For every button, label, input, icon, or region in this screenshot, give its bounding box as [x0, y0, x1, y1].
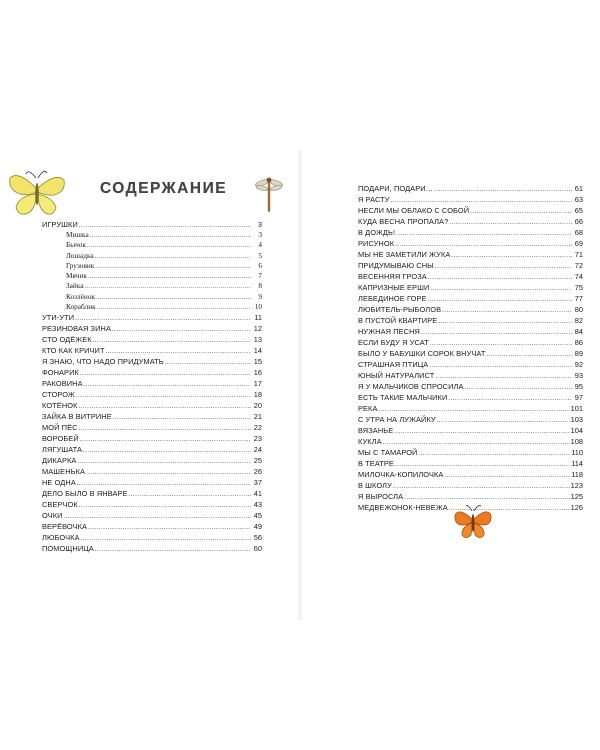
toc-page-number: 5 [258, 250, 262, 260]
dot-leader [76, 391, 251, 402]
toc-page-number: 45 [253, 511, 262, 521]
toc-entry-title: Козлёнок [66, 291, 96, 301]
toc-page-number: 97 [574, 393, 583, 402]
toc-entry-title: УТИ-УТИ [42, 313, 75, 323]
toc-entry [42, 510, 262, 521]
toc-entry-title: МОЙ ПЁС [42, 423, 78, 433]
toc-entry [358, 469, 583, 480]
toc-entry-title: СВЕРЧОК [42, 500, 78, 510]
toc-list-right [358, 183, 583, 513]
toc-entry-title: КУДА ВЕСНА ПРОПАЛА? [358, 217, 449, 226]
toc-page-number: 4 [258, 240, 262, 250]
toc-entry [42, 433, 262, 444]
toc-entry-title: Кораблик [66, 302, 96, 312]
dot-leader [394, 427, 569, 438]
toc-entry-title: ФОНАРИК [42, 368, 79, 378]
toc-entry [358, 194, 583, 205]
toc-entry-title: КАПРИЗНЫЕ ЕРШИ [358, 283, 430, 292]
toc-subentry [42, 292, 262, 302]
toc-subentry [42, 251, 262, 261]
toc-entry-title: ЛЕБЕДИНОЕ ГОРЕ [358, 294, 427, 303]
toc-entry [42, 378, 262, 389]
toc-entry [42, 219, 262, 230]
toc-page-number: 123 [570, 481, 583, 490]
toc-page-number: 114 [571, 459, 583, 468]
toc-entry-title: СТОРОЖ [42, 390, 75, 400]
dot-leader [448, 394, 572, 405]
toc-entry-title: НУЖНАЯ ПЕСНЯ [358, 327, 420, 336]
dragonfly-icon [254, 170, 284, 215]
toc-entry [358, 260, 583, 271]
toc-entry-title: ВЕРЁВОЧКА [42, 522, 88, 532]
toc-entry-title: В ШКОЛУ [358, 481, 392, 490]
toc-entry-title: МИЛОЧКА-КОПИЛОЧКА [358, 470, 444, 479]
toc-page-number: 63 [574, 195, 583, 204]
toc-page-number: 8 [258, 281, 262, 291]
toc-entry [42, 356, 262, 367]
toc-entry [358, 480, 583, 491]
toc-entry-title: ЮНЫЙ НАТУРАЛИСТ [358, 371, 435, 380]
toc-entry [358, 392, 583, 403]
toc-entry [42, 444, 262, 455]
toc-list-left [42, 219, 262, 554]
toc-entry [42, 334, 262, 345]
toc-page-number: 126 [570, 503, 583, 512]
toc-entry-title: ДЕЛО БЫЛО В ЯНВАРЕ [42, 489, 128, 499]
dot-leader [80, 369, 251, 380]
toc-entry-title: НЕ ОДНА [42, 478, 76, 488]
dot-leader [393, 482, 570, 493]
toc-page-number: 110 [571, 448, 583, 457]
dot-leader [93, 336, 251, 347]
dot-leader [87, 241, 251, 251]
dot-leader [129, 490, 251, 501]
toc-page-number: 71 [574, 250, 583, 259]
dot-leader [437, 416, 570, 427]
toc-entry-title: ОЧКИ [42, 511, 63, 521]
toc-entry [358, 293, 583, 304]
dot-leader [113, 413, 251, 424]
dot-leader [95, 262, 251, 272]
right-page [300, 0, 600, 750]
toc-entry [358, 205, 583, 216]
dot-leader [84, 380, 251, 391]
toc-page-number: 66 [574, 217, 583, 226]
toc-entry [358, 436, 583, 447]
dot-leader [112, 325, 251, 336]
toc-entry-title: ПОМОЩНИЦА [42, 544, 94, 554]
toc-entry-title: ПРИДУМЫВАЮ СНЫ [358, 261, 434, 270]
toc-entry-title: ЕСЛИ БУДУ Я УСАТ [358, 338, 429, 347]
toc-entry-title: ЛЮБИТЕЛЬ-РЫБОЛОВ [358, 305, 442, 314]
toc-entry-title: ВОРОБЕЙ [42, 434, 79, 444]
toc-page-number: 68 [574, 228, 583, 237]
toc-page-number: 13 [253, 335, 262, 345]
toc-entry [42, 312, 262, 323]
toc-page-number: 92 [574, 360, 583, 369]
toc-page-number: 20 [253, 401, 262, 411]
dot-leader [95, 252, 251, 262]
dot-leader [421, 328, 572, 339]
toc-page-number: 10 [254, 302, 262, 312]
toc-subentry [42, 240, 262, 250]
toc-entry-title: РАКОВИНА [42, 379, 83, 389]
toc-entry [358, 282, 583, 293]
toc-entry-title: Я ЗНАЮ, ЧТО НАДО ПРИДУМАТЬ [42, 357, 164, 367]
dot-leader [435, 262, 572, 273]
toc-page-number: 24 [253, 445, 262, 455]
toc-entry-title: СТО ОДЁЖЕК [42, 335, 92, 345]
toc-page-number: 89 [574, 349, 583, 358]
dot-leader [165, 358, 251, 369]
toc-entry-title: БЫЛО У БАБУШКИ СОРОК ВНУЧАТ [358, 349, 486, 358]
toc-entry-title: ВЕСЕННЯЯ ГРОЗА [358, 272, 427, 281]
toc-entry [358, 491, 583, 502]
toc-page-number: 65 [574, 206, 583, 215]
toc-entry [42, 411, 262, 422]
toc-page-number: 7 [258, 271, 262, 281]
dot-leader [95, 545, 251, 556]
dot-leader [486, 350, 572, 361]
dot-leader [465, 383, 573, 394]
toc-entry-title: ЗАЙКА В ВИТРИНЕ [42, 412, 112, 422]
toc-entry-title: МЫ НЕ ЗАМЕТИЛИ ЖУКА [358, 250, 451, 259]
toc-page-number: 56 [253, 533, 262, 543]
toc-entry-title: РИСУНОК [358, 239, 395, 248]
toc-page-number: 26 [253, 467, 262, 477]
toc-page-number: 104 [570, 426, 583, 435]
toc-page-number: 86 [574, 338, 583, 347]
toc-entry [358, 348, 583, 359]
dot-leader [79, 424, 251, 435]
toc-entry [358, 315, 583, 326]
toc-page-number: 12 [253, 324, 262, 334]
yellow-butterfly-icon [6, 168, 68, 220]
toc-entry-title: РЕКА [358, 404, 378, 413]
toc-entry-title: НЕСЛИ МЫ ОБЛАКО С СОБОЙ [358, 206, 470, 215]
toc-entry [42, 499, 262, 510]
toc-entry [358, 238, 583, 249]
toc-entry [42, 466, 262, 477]
dot-leader [79, 501, 251, 512]
toc-entry [358, 304, 583, 315]
toc-entry-title: МЫ С ТАМАРОЙ [358, 448, 418, 457]
dot-leader [86, 468, 251, 479]
toc-entry [358, 414, 583, 425]
toc-entry [42, 345, 262, 356]
toc-entry [358, 359, 583, 370]
toc-page-number: 77 [574, 294, 583, 303]
dot-leader [84, 282, 251, 292]
toc-entry-title: Я У МАЛЬЧИКОВ СПРОСИЛА [358, 382, 464, 391]
toc-entry-title: ДИКАРКА [42, 456, 77, 466]
toc-page-number: 118 [571, 470, 583, 479]
toc-entry-title: Бычок [66, 240, 86, 250]
toc-entry [358, 183, 583, 194]
toc-entry-title: В ДОЖДЬ! [358, 228, 396, 237]
toc-entry [42, 323, 262, 334]
toc-page-number: 21 [253, 412, 262, 422]
toc-entry-title: РЕЗИНОВАЯ ЗИНА [42, 324, 112, 334]
toc-entry-title: СТРАШНАЯ ПТИЦА [358, 360, 429, 369]
toc-entry-title: С УТРА НА ЛУЖАЙКУ [358, 415, 436, 424]
toc-subentry [42, 261, 262, 271]
toc-page-number: 74 [574, 272, 583, 281]
dot-leader [444, 471, 570, 482]
toc-entry [42, 477, 262, 488]
toc-page-number: 108 [570, 437, 583, 446]
toc-entry [358, 458, 583, 469]
dot-leader [428, 273, 572, 284]
dot-leader [434, 185, 572, 196]
toc-page-number: 101 [570, 404, 583, 413]
toc-entry-title: Я РАСТУ [358, 195, 390, 204]
toc-entry [358, 216, 583, 227]
dot-leader [83, 446, 251, 457]
toc-page-number: 14 [253, 346, 262, 356]
toc-entry-title: Мячик [66, 271, 87, 281]
dot-leader [97, 303, 251, 313]
dot-leader [77, 457, 251, 468]
toc-page-number: 49 [253, 522, 262, 532]
toc-entry [358, 403, 583, 414]
toc-entry-title: Зайка [66, 281, 84, 291]
toc-entry [358, 249, 583, 260]
dot-leader [96, 293, 251, 303]
toc-page-number: 60 [253, 544, 262, 554]
toc-entry [42, 455, 262, 466]
toc-entry-title: В ПУСТОЙ КВАРТИРЕ [358, 316, 438, 325]
toc-entry-title: ЕСТЬ ТАКИЕ МАЛЬЧИКИ [358, 393, 448, 402]
toc-entry [358, 271, 583, 282]
dot-leader [438, 317, 572, 328]
toc-subentry [42, 281, 262, 291]
toc-entry [42, 521, 262, 532]
toc-page-number: 11 [254, 313, 262, 323]
toc-page-number: 3 [258, 230, 262, 239]
orange-butterfly-icon [453, 503, 493, 541]
dot-leader [64, 512, 251, 523]
toc-page-number: 103 [570, 415, 583, 424]
toc-page-number: 37 [253, 478, 262, 488]
toc-entry [358, 381, 583, 392]
toc-entry-title: МАШЕНЬКА [42, 467, 86, 477]
toc-page-number: 80 [574, 305, 583, 314]
toc-page-number: 22 [253, 423, 262, 433]
toc-entry-title: КТО КАК КРИЧИТ [42, 346, 105, 356]
toc-entry [358, 370, 583, 381]
toc-entry-title: КУКЛА [358, 437, 382, 446]
toc-title: СОДЕРЖАНИЕ [100, 180, 228, 197]
toc-page-number: 17 [253, 379, 262, 389]
dot-leader [80, 435, 251, 446]
toc-entry-title: Грузовик [66, 260, 95, 270]
dot-leader [451, 251, 572, 262]
toc-page-number: 125 [570, 492, 583, 501]
toc-entry [42, 389, 262, 400]
toc-entry-title: ПОДАРИ, ПОДАРИ… [358, 184, 434, 193]
dot-leader [428, 295, 572, 306]
toc-page-number: 16 [253, 368, 262, 378]
toc-entry [42, 488, 262, 499]
toc-entry-title: ИГРУШКИ [42, 220, 78, 229]
dot-leader [429, 361, 572, 372]
dot-leader [90, 231, 251, 241]
toc-entry [42, 367, 262, 378]
toc-subentry [42, 271, 262, 281]
toc-entry-title: МЕДВЕЖОНОК-НЕВЕЖА [358, 503, 448, 512]
toc-page-number: 93 [574, 371, 583, 380]
toc-entry-title: ВЯЗАНЬЕ [358, 426, 394, 435]
toc-page-number: 61 [574, 184, 583, 193]
toc-page-number: 15 [253, 357, 262, 367]
toc-page-number: 25 [253, 456, 262, 466]
dot-leader [396, 229, 572, 240]
toc-page-number: 18 [253, 390, 262, 400]
toc-page-number: 41 [253, 489, 262, 499]
toc-entry [358, 337, 583, 348]
dot-leader [88, 523, 251, 534]
toc-page-number: 6 [258, 260, 262, 270]
dot-leader [418, 449, 570, 460]
toc-entry-title: Лошадка [66, 250, 94, 260]
toc-entry [42, 400, 262, 411]
dot-leader [88, 272, 251, 282]
toc-entry [42, 543, 262, 554]
toc-entry-title: ЛЮБОЧКА [42, 533, 80, 543]
toc-entry [358, 447, 583, 458]
toc-entry [358, 326, 583, 337]
dot-leader [430, 284, 572, 295]
toc-entry-title: КОТЁНОК [42, 401, 78, 411]
toc-page-number: 82 [574, 316, 583, 325]
toc-page-number: 3 [257, 220, 262, 229]
toc-entry-title: В ТЕАТРЕ [358, 459, 394, 468]
toc-entry-title: Я ВЫРОСЛА [358, 492, 404, 501]
toc-page-number: 75 [574, 283, 583, 292]
toc-entry [42, 532, 262, 543]
toc-page-number: 95 [574, 382, 583, 391]
toc-entry [358, 227, 583, 238]
toc-page-number: 69 [574, 239, 583, 248]
toc-subentry [42, 230, 262, 240]
toc-page-number: 9 [258, 291, 262, 301]
toc-page-number: 84 [574, 327, 583, 336]
dot-leader [449, 218, 572, 229]
toc-page-number: 23 [253, 434, 262, 444]
toc-entry-title: ЛЯГУШАТА [42, 445, 83, 455]
toc-page-number: 72 [574, 261, 583, 270]
toc-entry-title: Мишка [66, 230, 89, 239]
toc-page-number: 43 [253, 500, 262, 510]
toc-entry [358, 425, 583, 436]
dot-leader [442, 306, 572, 317]
dot-leader [470, 207, 572, 218]
toc-entry [42, 422, 262, 433]
dot-leader [81, 534, 251, 545]
toc-subentry [42, 302, 262, 312]
